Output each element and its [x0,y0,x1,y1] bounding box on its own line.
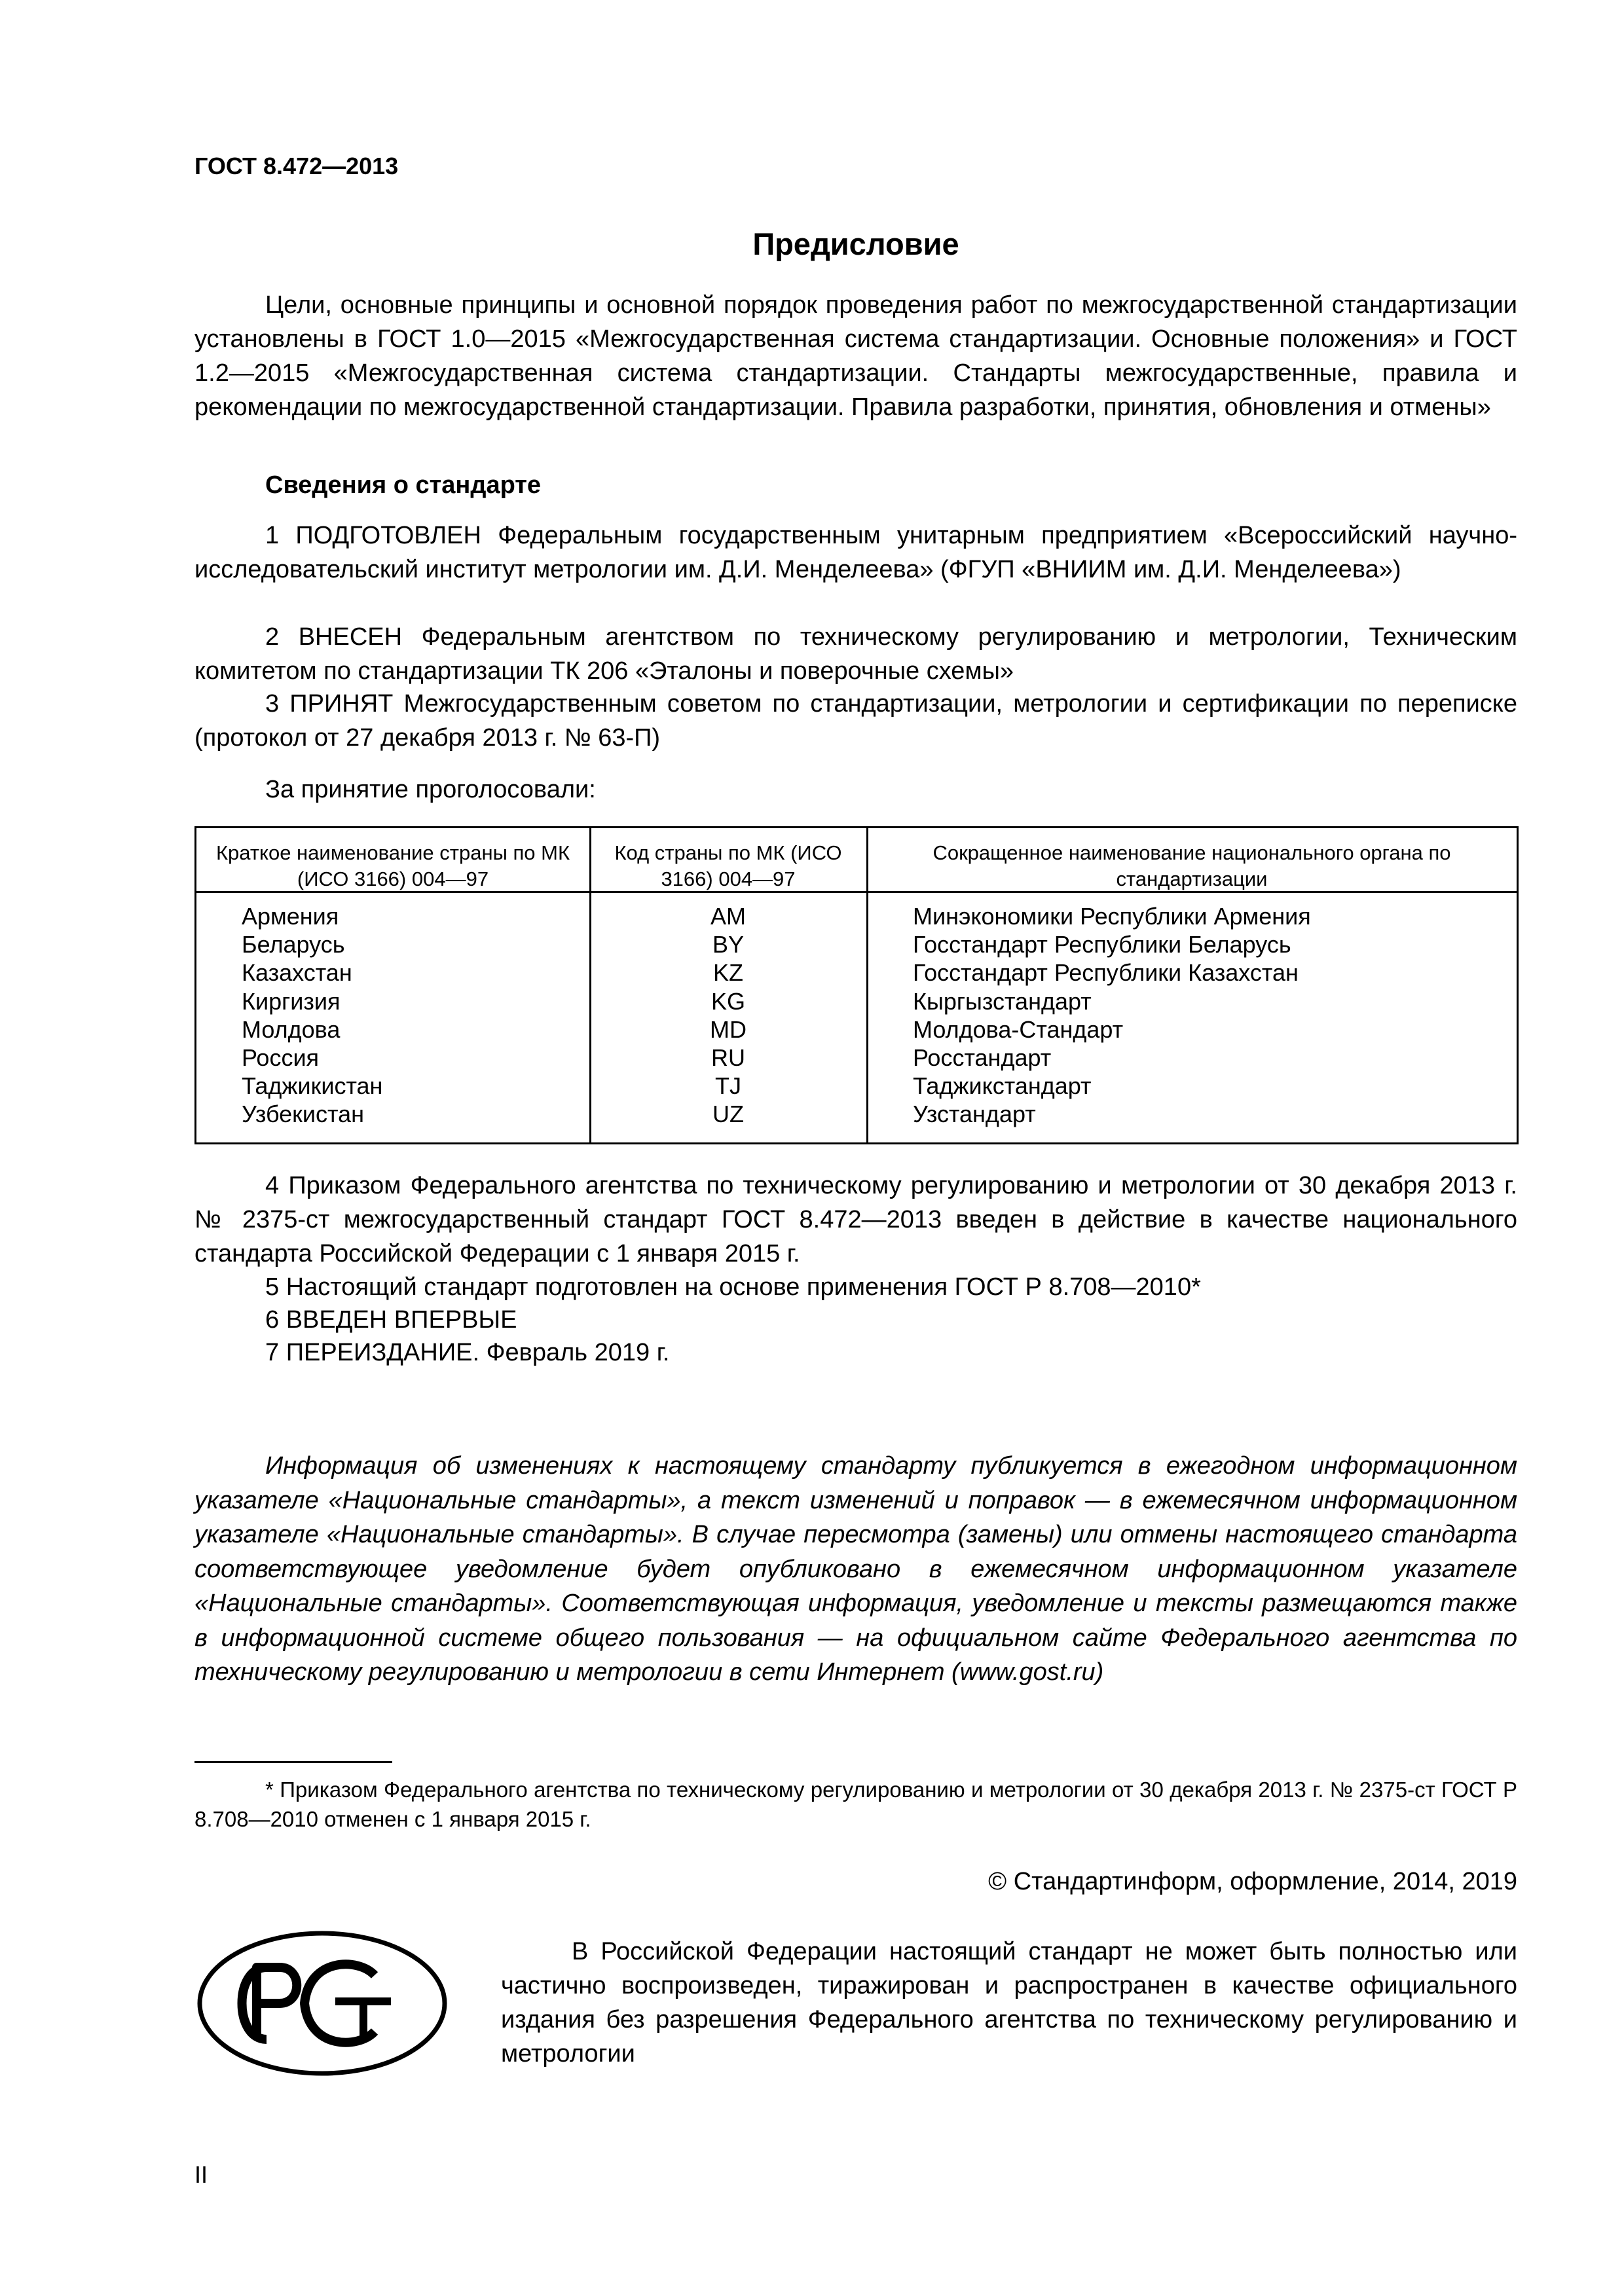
table-cell-code: BY [712,931,745,958]
table-cell-body: Госстандарт Республики Казахстан [913,959,1299,987]
voting-table [194,826,1519,1144]
table-cell-body: Таджикстандарт [913,1072,1092,1100]
table-cell-body: Минэкономики Республики Армения [913,903,1311,930]
rst-logo-icon [194,1928,450,2079]
table-cell-country: Беларусь [242,931,345,958]
footnote: * Приказом Федерального агентства по техническому регулированию и метрологии от 30 декабря 2013 г. № 2375-ст ГОСТ Р 8.708—2010 отменен с 1 января 2015 г. [194,1777,1517,1831]
changes-information: Информация об изменениях к настоящему стандарту публикуется в ежегодном информационном указателе «Национальные стандарты», а текст изменений и поправок — в ежемесячном информационном указателе «Национальные стандарты». В случае пересмотра (замены) или отмены настоящего стандарта соответствующее уведомление будет опубликовано в ежемесячном информационном указателе «Национальные стандарты». Соответствующая информация, уведомление и тексты размещаются также в информационной системе общего пользования — на официальном сайте Федерального агентства по техническому регулированию и метрологии в сети Интернет (www.gost.ru) [194,1452,1517,1686]
item-4-order: 4 Приказом Федерального агентства по техническому регулированию и метрологии от 30 декабря 2013 г. № 2375-ст межгосударственный стандарт ГОСТ 8.472—2013 введен в действие в качестве национального стандарта Российской Федерации с 1 января 2015 г. [194,1172,1517,1267]
item-1-prepared: 1 ПОДГОТОВЛЕН Федеральным государственным унитарным предприятием «Всероссийский научно-исследовательский институт метрологии им. Д.И. Менделеева» (ФГУП «ВНИИМ им. Д.И. Менделеева») [194,522,1517,583]
footnote-separator [194,1761,392,1763]
table-cell-code: AM [710,903,746,930]
voted-label: За принятие проголосовали: [265,776,596,803]
copyright-line: © Стандартинформ, оформление, 2014, 2019 [988,1868,1517,1895]
table-cell-country: Молдова [242,1015,341,1043]
item-2-submitted: 2 ВНЕСЕН Федеральным агентством по техническому регулированию и метрологии, Техническим комитетом по стандартизации ТК 206 «Эталоны и поверочные схемы» [194,623,1517,685]
table-cell-country: Узбекистан [242,1101,365,1128]
document-code: ГОСТ 8.472—2013 [194,153,399,179]
table-column-country [242,902,569,1129]
intro-paragraph: Цели, основные принципы и основной порядок проведения работ по межгосударственной стандартизации установлены в ГОСТ 1.0—2015 «Межгосударственная система стандартизации. Основные положения» и ГОСТ 1.2—2015 «Межгосударственная система стандартизации. Стандарты межгосударственные, правила и рекомендации по межгосударственной стандартизации. Правила разработки, принятия, обновления и отмены» [194,291,1517,421]
page-title: Предисловие [752,227,959,261]
table-cell-body: Молдова-Стандарт [913,1015,1124,1043]
table-cell-body: Узстандарт [913,1101,1036,1128]
table-cell-country: Киргизия [242,987,341,1015]
item-3-accepted: 3 ПРИНЯТ Межгосударственным советом по стандартизации, метрологии и сертификации по переписке (протокол от 27 декабря 2013 г. № 63-П) [194,690,1517,752]
table-header-code: Код страны по МК (ИСО 3166) 004—97 [614,841,842,890]
table-cell-country: Россия [242,1044,320,1072]
table-column-divider [589,828,591,1142]
section-heading: Сведения о стандарте [265,471,542,499]
reproduction-notice: В Российской Федерации настоящий стандарт не может быть полностью или частично воспроизведен, тиражирован и распространен в качестве официального издания без разрешения Федерального агентства по техническому регулированию и метрологии [501,1938,1517,2068]
item-7-reissue: 7 ПЕРЕИЗДАНИЕ. Февраль 2019 г. [265,1339,670,1366]
table-cell-country: Таджикистан [242,1072,383,1100]
table-cell-body: Росстандарт [913,1044,1052,1072]
table-header-country: Краткое наименование страны по МК (ИСО 3166) 004—97 [215,841,570,890]
page-number: II [194,2161,208,2188]
table-cell-code: KZ [712,959,743,987]
table-cell-body: Госстандарт Республики Беларусь [913,931,1291,958]
table-cell-country: Армения [242,903,339,930]
table-column-body [913,902,1502,1129]
table-cell-country: Казахстан [242,959,352,987]
rst-logo [194,1928,450,2079]
table-column-code [604,902,853,1129]
table-cell-code: KG [710,987,745,1015]
table-cell-code: TJ [715,1072,741,1100]
item-5-basis: 5 Настоящий стандарт подготовлен на основе применения ГОСТ Р 8.708—2010* [265,1273,1201,1301]
table-cell-code: MD [710,1015,747,1043]
table-header-body: Сокращенное наименование национального органа по стандартизации [932,841,1451,890]
table-cell-code: RU [711,1044,745,1072]
table-cell-body: Кыргызстандарт [913,987,1092,1015]
item-6-introduced: 6 ВВЕДЕН ВПЕРВЫЕ [265,1306,517,1334]
table-column-divider [866,828,868,1142]
table-cell-code: UZ [712,1101,744,1128]
